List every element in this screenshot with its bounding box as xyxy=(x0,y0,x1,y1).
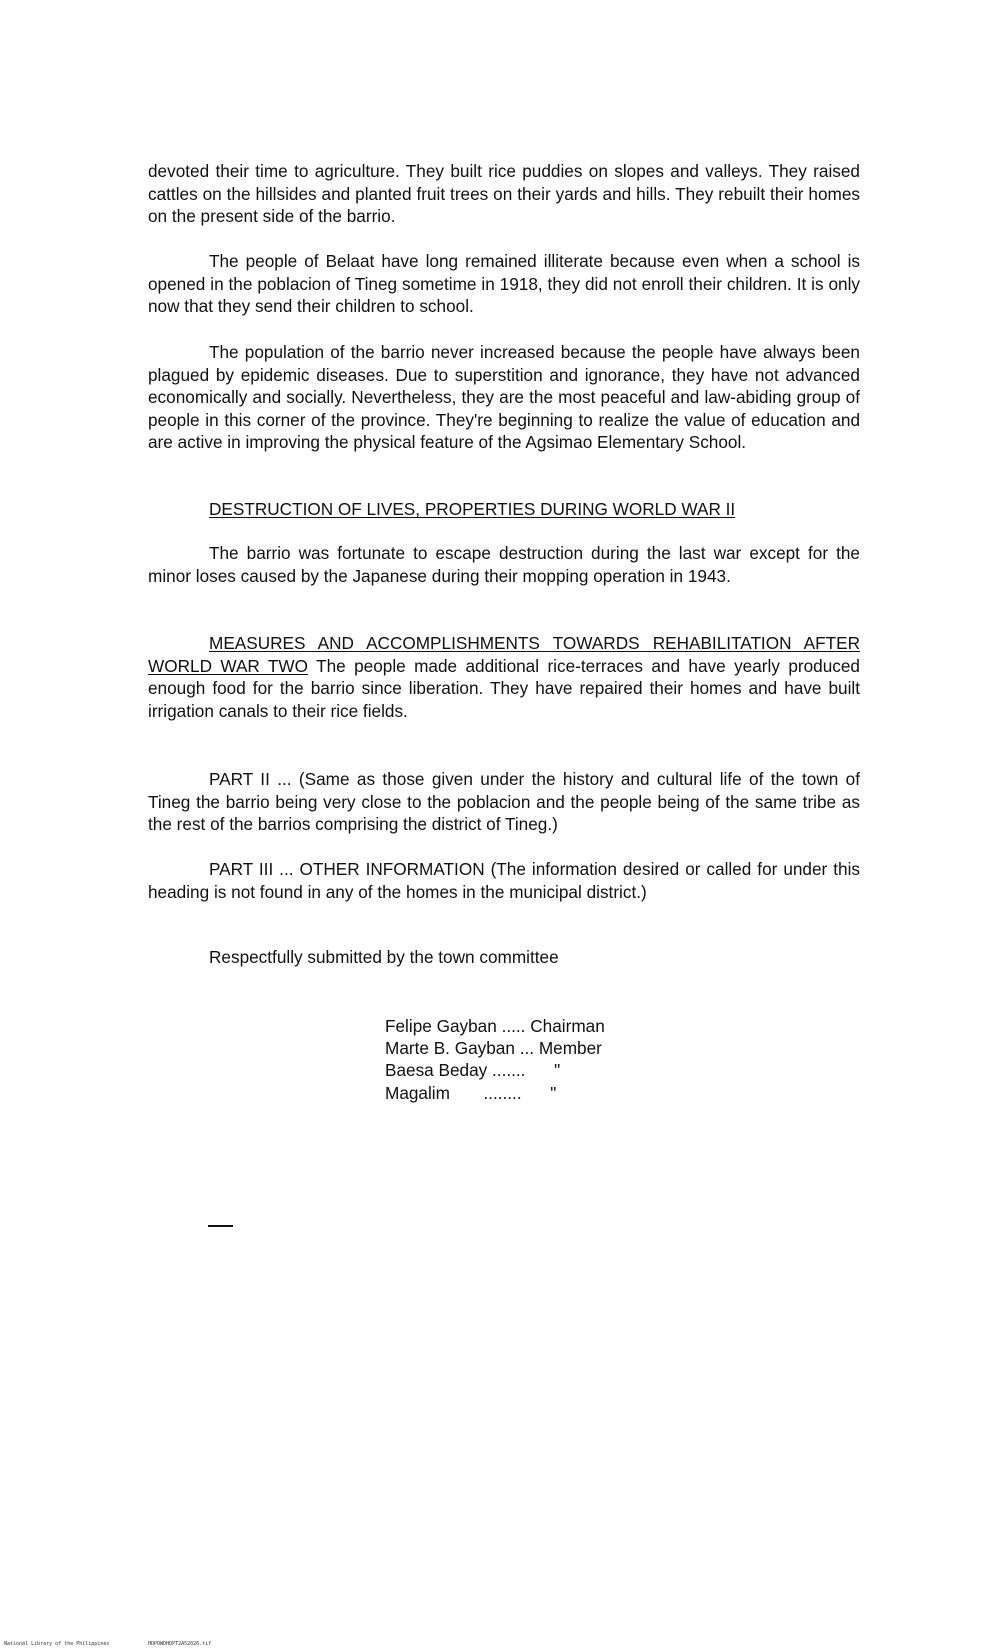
paragraph-part-three: PART III ... OTHER INFORMATION (The information desired or called for under this heading is not found in any of the homes in the municipal district.) xyxy=(148,859,860,902)
heading-rehabilitation: MEASURES AND ACCOMPLISHMENTS TOWARDS REHABILITATION AFTER WORLD WAR TWO xyxy=(148,633,860,676)
paragraph-rehabilitation xyxy=(148,632,860,722)
submitted-line: Respectfully submitted by the town committee xyxy=(209,947,559,967)
paragraph-education: The people of Belaat have long remained illiterate because even when a school is opened in the poblacion of Tineg sometime in 1918, they did not enroll their children. It is only now that they send their children to school. xyxy=(148,251,860,317)
signature-dash xyxy=(208,1225,233,1227)
rehabilitation-body: The people made additional rice-terraces and have yearly produced enough food for the barrio since liberation. They have repaired their homes and have built irrigation canals to their rice fields. xyxy=(148,655,860,721)
committee-member: Magalim ........ " xyxy=(385,1083,557,1103)
paragraph-part-two: PART II ... (Same as those given under the history and cultural life of the town of Tineg the barrio being very close to the poblacion and the people being of the same tribe as the rest of the barrios comprising the district of Tineg.) xyxy=(148,769,860,835)
committee-member: Baesa Beday ....... " xyxy=(385,1060,561,1080)
footer-filename: HDPOWDHDPT2A52026.tif xyxy=(148,1641,212,1647)
committee-member: Felipe Gayban ..... Chairman xyxy=(385,1016,605,1036)
committee-member: Marte B. Gayban ... Member xyxy=(385,1038,602,1058)
heading-destruction: DESTRUCTION OF LIVES, PROPERTIES DURING WORLD WAR II xyxy=(209,499,736,519)
paragraph-agriculture: devoted their time to agriculture. They built rice puddies on slopes and valleys. They raised cattles on the hillsides and planted fruit trees on their yards and hills. They rebuilt their homes on the present side of the barrio. xyxy=(148,161,860,227)
paragraph-war: The barrio was fortunate to escape destruction during the last war except for the minor loses caused by the Japanese during their mopping operation in 1943. xyxy=(148,543,860,586)
paragraph-population: The population of the barrio never increased because the people have always been plagued by epidemic diseases. Due to superstition and ignorance, they have not advanced economically and socially. Nevertheless, they are the most peaceful and law-abiding group of people in this corner of the province. They're beginning to realize the value of education and are active in improving the physical feature of the Agsimao Elementary School. xyxy=(148,342,860,453)
footer-library: National Library of the Philippines xyxy=(4,1641,110,1647)
